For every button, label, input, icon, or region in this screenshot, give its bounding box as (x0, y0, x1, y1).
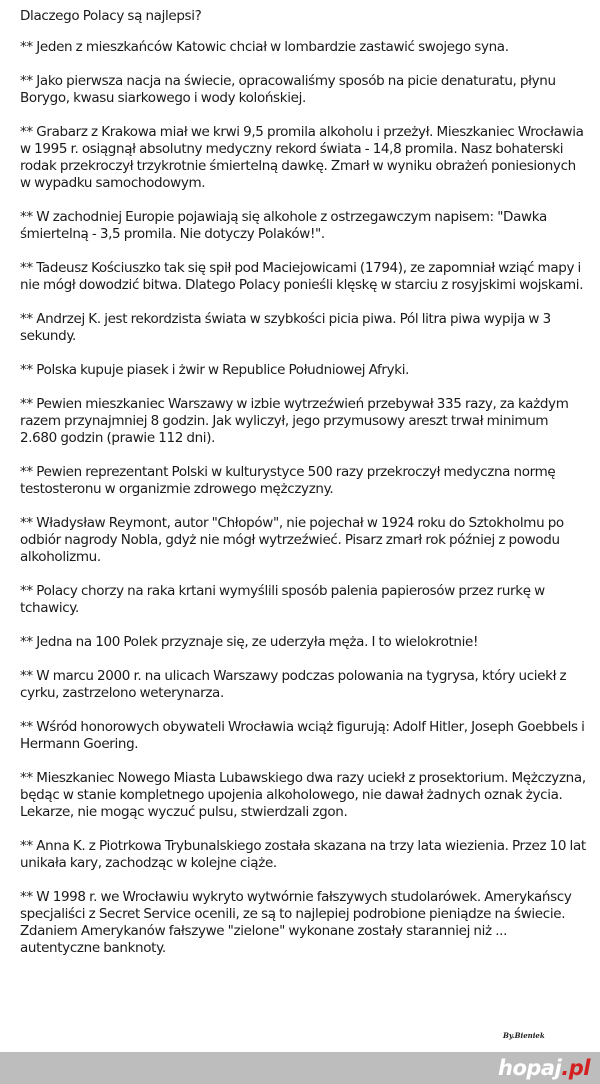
fact-bullet: ** (20, 311, 33, 327)
fact-bullet: ** (20, 770, 33, 786)
facts-list (20, 39, 586, 957)
fact-text: W marcu 2000 r. na ulicach Warszawy podczas polowania na tygrysa, który uciekł z cyrku, zastrzelono weterynarza. (20, 668, 567, 701)
fact-text: Pewien reprezentant Polski w kulturystyce 500 razy przekroczył medyczna normę testosteronu w organizmie zdrowego mężczyzny. (20, 464, 556, 497)
fact-text: Mieszkaniec Nowego Miasta Lubawskiego dwa razy uciekł z prosektorium. Mężczyzna, będąc w stanie kompletnego upojenia alkoholowego, nie dawał żadnych oznak życia. Lekarze, nie mogąc wyczuć pulsu, stwierdzali zgon. (20, 770, 586, 820)
fact-item (20, 124, 586, 192)
fact-item (20, 464, 586, 498)
fact-text: Jedna na 100 Polek przyznaje się, ze uderzyła męża. I to wielokrotnie! (36, 634, 479, 650)
fact-item (20, 515, 586, 566)
site-footer (0, 1052, 600, 1084)
site-logo-tld: .pl (561, 1056, 590, 1080)
fact-item (20, 311, 586, 345)
fact-item (20, 583, 586, 617)
fact-text: Andrzej K. jest rekordzista świata w szybkości picia piwa. Pól litra piwa wypija w 3 sekundy. (20, 311, 551, 344)
fact-item (20, 634, 586, 651)
fact-text: Jako pierwsza nacja na świecie, opracowaliśmy sposób na picie denaturatu, płynu Borygo, kwasu siarkowego i wody kolońskiej. (20, 73, 556, 106)
fact-text: Tadeusz Kościuszko tak się spił pod Maciejowicami (1794), ze zapomniał wziąć mapy i nie mógł dowodzić bitwa. Dlatego Polacy ponieśli klęskę w starciu z rosyjskimi wojskami. (20, 260, 584, 293)
fact-item (20, 260, 586, 294)
fact-item (20, 838, 586, 872)
fact-item (20, 668, 586, 702)
fact-text: Pewien mieszkaniec Warszawy w izbie wytrzeźwień przebywał 335 razy, za każdym razem przynajmniej 8 godzin. Jak wyliczył, jego przymusowy areszt trwał minimum 2.680 godzin (prawie 112 dni). (20, 396, 569, 446)
fact-text: W zachodniej Europie pojawiają się alkohole z ostrzegawczym napisem: "Dawka śmiertelną - 3,5 promila. Nie dotyczy Polaków!". (20, 209, 547, 242)
fact-bullet: ** (20, 396, 33, 412)
fact-bullet: ** (20, 362, 33, 378)
fact-text: Grabarz z Krakowa miał we krwi 9,5 promila alkoholu i przeżył. Mieszkaniec Wrocławia w 1995 r. osiągnął absolutny medyczny rekord świata - 14,8 promila. Nasz bohaterski rodak przekroczył trzykrotnie śmiertelną dawkę. Zmarł w wyniku obrażeń poniesionych w wypadku samochodowym. (20, 124, 584, 191)
fact-text: W 1998 r. we Wrocławiu wykryto wytwórnie fałszywych studolarówek. Amerykańscy specjaliści z Secret Service ocenili, ze są to najlepiej podrobione pieniądze na świecie. Zdaniem Amerykanów fałszywe "zielone" wykonane zostały staranniej niż ... autentyczne banknoty. (20, 889, 572, 956)
fact-item (20, 39, 586, 56)
fact-text: Jeden z mieszkańców Katowic chciał w lombardzie zastawić swojego syna. (36, 39, 509, 55)
fact-bullet: ** (20, 583, 33, 599)
fact-bullet: ** (20, 209, 33, 225)
fact-bullet: ** (20, 260, 33, 276)
fact-bullet: ** (20, 124, 33, 140)
fact-bullet: ** (20, 73, 33, 89)
fact-text: Polacy chorzy na raka krtani wymyślili sposób palenia papierosów przez rurkę w tchawicy. (20, 583, 545, 616)
fact-item (20, 73, 586, 107)
fact-bullet: ** (20, 39, 33, 55)
author-signature: By.Bieniek (503, 1031, 545, 1040)
fact-bullet: ** (20, 668, 33, 684)
fact-text: Władysław Reymont, autor "Chłopów", nie pojechał w 1924 roku do Sztokholmu po odbiór nagrody Nobla, gdyż nie mógł wytrzeźwieć. Pisarz zmarł rok później z powodu alkoholizmu. (20, 515, 564, 565)
fact-bullet: ** (20, 719, 33, 735)
fact-item (20, 396, 586, 447)
fact-bullet: ** (20, 838, 33, 854)
fact-item (20, 209, 586, 243)
fact-item (20, 362, 586, 379)
fact-text: Wśród honorowych obywateli Wrocławia wciąż figurują: Adolf Hitler, Joseph Goebbels i Hermann Goering. (20, 719, 585, 752)
fact-bullet: ** (20, 515, 33, 531)
fact-bullet: ** (20, 634, 33, 650)
fact-text: Polska kupuje piasek i żwir w Republice Południowej Afryki. (36, 362, 410, 378)
fact-item (20, 889, 586, 957)
site-logo-name: hopaj (498, 1056, 562, 1080)
document-title: Dlaczego Polacy są najlepsi? (20, 8, 202, 24)
fact-bullet: ** (20, 464, 33, 480)
site-logo[interactable] (498, 1055, 590, 1081)
fact-item (20, 770, 586, 821)
fact-text: Anna K. z Piotrkowa Trybunalskiego została skazana na trzy lata wiezienia. Przez 10 lat unikała kary, zachodząc w kolejne ciąże. (20, 838, 586, 871)
fact-bullet: ** (20, 889, 33, 905)
fact-item (20, 719, 586, 753)
